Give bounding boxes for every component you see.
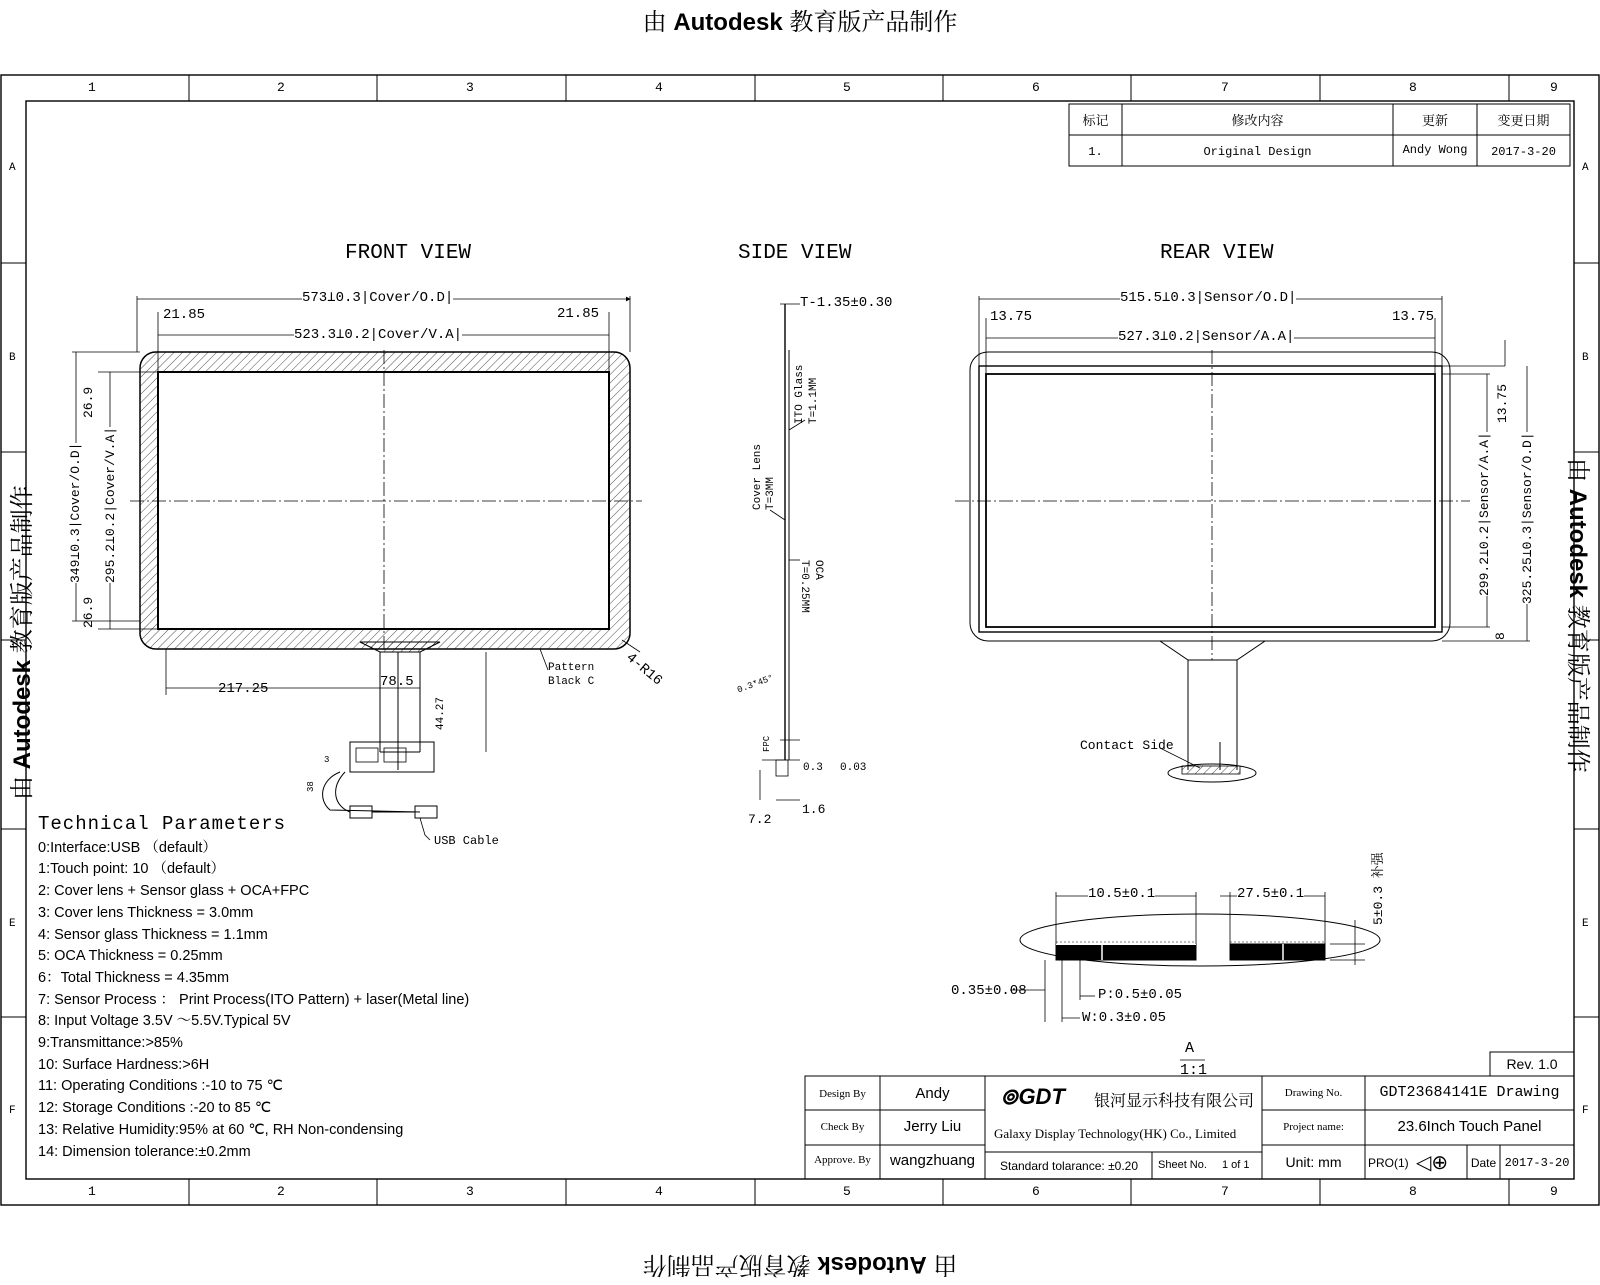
tech-line: 10: Surface Hardness:>6H [38,1056,210,1073]
design-by-label: Design By [819,1088,866,1100]
front-fpc-width: 78.5 [380,674,414,690]
company-name-en: Galaxy Display Technology(HK) Co., Limited [994,1126,1237,1141]
front-print-note-1: Pattern [548,662,595,674]
detail-a [1010,892,1380,1060]
side-ito-thickness: T=1.1MM [808,377,820,424]
front-cover-va-width: 523.3⊥0.2|Cover/V.A| [294,327,463,343]
front-right-margin: 21.85 [557,306,600,322]
detail-dim-b: 27.5±0.1 [1237,886,1305,902]
watermark-bottom: 由 Autodesk 教育版产品制作 [642,1251,958,1278]
rev-content: Original Design [1203,145,1312,159]
col-label: 4 [655,80,663,95]
rear-right-margin: 13.75 [1392,309,1435,325]
projection-symbol-icon: ◁⊕ [1416,1152,1449,1174]
tech-line: 14: Dimension tolerance:±0.2mm [38,1143,251,1160]
rev-date: 2017-3-20 [1491,145,1556,159]
side-fpc-t2: 0.03 [840,762,867,774]
col-label: 6 [1032,1184,1040,1199]
tech-line: 7: Sensor Process ： Print Process(ITO Pattern) + laser(Metal line) [38,991,470,1008]
rev-header-mark: 标记 [1082,113,1109,128]
col-label: 7 [1221,1184,1229,1199]
tech-line: 4: Sensor glass Thickness = 1.1mm [38,926,268,943]
row-label: B [1582,352,1589,364]
usb-dim-a: 3 [324,755,330,765]
tech-line: 6：Total Thickness = 4.35mm [38,969,230,986]
tech-title: Technical Parameters [38,813,287,835]
tech-line: 2: Cover lens + Sensor glass + OCA+FPC [38,883,310,900]
row-label: A [9,162,16,174]
rear-sensor-od-height: 325.25⊥0.3|Sensor/O.D| [1520,432,1535,604]
tech-line: 5: OCA Thickness = 0.25mm [38,948,223,965]
detail-width: W:0.3±0.05 [1082,1010,1167,1026]
rear-view [955,296,1530,782]
front-view-title: FRONT VIEW [345,242,472,265]
watermark-top: 由 Autodesk 教育版产品制作 [642,9,958,36]
col-label: 1 [88,80,96,95]
col-label: 3 [466,1184,474,1199]
front-corner-radius: 4-R16 [622,650,666,690]
side-total-thickness: T-1.35±0.30 [800,295,893,311]
side-cover-lens: Cover Lens [752,443,764,510]
col-label: 2 [277,1184,285,1199]
side-view-title: SIDE VIEW [738,242,852,265]
col-label: 5 [843,1184,851,1199]
front-top-margin: 26.9 [81,386,96,418]
side-bottom-b: 1.6 [802,802,826,817]
rev-mark: 1. [1088,145,1103,159]
gdt-logo-icon: ⊚ [1000,1084,1019,1109]
front-cover-va-height: 295.2⊥0.2|Cover/V.A| [103,426,118,583]
check-by-label: Check By [820,1121,865,1133]
side-cover-thickness: T=3MM [765,476,777,510]
company-logo: ⊚GDT [1000,1084,1065,1109]
detail-dim-d: 0.35±0.08 [951,983,1027,999]
detail-pitch: P:0.5±0.05 [1098,987,1183,1003]
standard-tolerance: Standard tolarance: ±0.20 [1000,1159,1139,1173]
col-label: 1 [88,1184,96,1199]
side-fpc-angle: 0.3*45° [736,673,775,696]
side-bottom-a: 7.2 [748,812,772,827]
row-label: E [1582,918,1589,930]
approve-by-label: Approve. By [814,1154,871,1166]
rear-contact-side: Contact Side [1080,738,1174,753]
sheet-number: 1 of 1 [1222,1159,1250,1171]
unit: Unit: mm [1285,1154,1342,1170]
col-label: 4 [655,1184,663,1199]
drawing-no-label: Drawing No. [1284,1087,1343,1099]
front-left-margin: 21.85 [163,307,206,323]
date: 2017-3-20 [1504,1156,1570,1170]
tech-line: 3: Cover lens Thickness = 3.0mm [38,904,254,921]
detail-dim-a: 10.5±0.1 [1088,886,1156,902]
side-oca: OCA [812,560,824,580]
watermark-left: 由 Autodesk 教育版产品制作 [9,485,36,800]
check-by: Jerry Liu [903,1118,962,1135]
revision-label: Rev. 1.0 [1506,1056,1558,1072]
approve-by: wangzhuang [889,1152,976,1169]
company-name-cn: 银河显示科技有限公司 [1094,1093,1255,1110]
detail-dim-c: 5±0.3 补强 [1371,852,1386,925]
row-label: F [9,1105,16,1117]
detail-label: A [1185,1040,1195,1057]
design-by: Andy [915,1085,950,1102]
tech-line: 13: Relative Humidity:95% at 60 ℃, RH Non-condensing [38,1121,404,1138]
side-fpc-label: FPC [762,735,772,752]
rear-sensor-od-width: 515.5⊥0.3|Sensor/O.D| [1120,290,1297,306]
col-label: 9 [1550,80,1558,95]
rear-top-margin: 13.75 [1495,383,1510,423]
rev-header-update: 更新 [1421,113,1448,128]
projection-label: PRO(1) [1368,1156,1409,1170]
usb-cable-label: USB Cable [434,834,499,848]
sheet-label: Sheet No. [1158,1159,1207,1171]
row-label: E [9,918,16,930]
technical-parameters [38,814,469,1163]
rear-bottom-margin: 8 [1493,632,1508,640]
project-name-label: Project name: [1283,1121,1344,1133]
detail-scale: 1:1 [1180,1062,1208,1079]
project-name: 23.6Inch Touch Panel [1397,1118,1542,1135]
tech-line: 11: Operating Conditions :-10 to 75 ℃ [38,1078,283,1095]
front-fpc-offset: 217.25 [218,681,269,697]
front-bottom-margin: 26.9 [81,596,96,628]
col-label: 8 [1409,1184,1417,1199]
col-label: 8 [1409,80,1417,95]
rear-sensor-aa-height: 299.2⊥0.2|Sensor/A.A| [1477,432,1492,596]
tech-line: 8: Input Voltage 3.5V ～5.5V.Typical 5V [38,1013,291,1030]
side-fpc-t1: 0.3 [803,762,823,774]
tech-line: 0:Interface:USB （default） [38,839,217,856]
side-ito-glass: ITO Glass [794,364,806,424]
front-fpc-length: 44.27 [435,696,447,730]
front-cover-od-height: 349⊥0.3|Cover/O.D| [68,442,83,583]
col-label: 7 [1221,80,1229,95]
row-label: B [9,352,16,364]
front-cover-od-width: 573⊥0.3|Cover/O.D| [302,290,454,306]
tech-line: 9:Transmittance:>85% [38,1035,183,1052]
col-label: 3 [466,80,474,95]
front-view [72,296,642,840]
rear-sensor-aa-width: 527.3⊥0.2|Sensor/A.A| [1118,329,1295,345]
row-label: A [1582,162,1589,174]
rev-header-content: 修改内容 [1231,113,1284,128]
col-label: 6 [1032,80,1040,95]
col-label: 2 [277,80,285,95]
tech-line: 12: Storage Conditions :-20 to 85 ℃ [38,1100,272,1117]
date-label: Date [1470,1156,1497,1170]
front-print-note-2: Black C [548,676,595,688]
rear-left-margin: 13.75 [990,309,1033,325]
row-label: F [1582,1105,1589,1117]
tech-line: 1:Touch point: 10 （default） [38,861,226,878]
side-oca-thickness: T=0.25MM [798,560,810,613]
col-label: 9 [1550,1184,1558,1199]
col-label: 5 [843,80,851,95]
watermark-right: 由 Autodesk 教育版产品制作 [1564,458,1591,773]
usb-dim-b: 38 [306,781,316,792]
rev-author: Andy Wong [1402,143,1468,157]
rear-view-title: REAR VIEW [1160,242,1274,265]
drawing-number: GDT23684141E Drawing [1379,1084,1560,1101]
rev-header-date: 变更日期 [1497,113,1550,128]
